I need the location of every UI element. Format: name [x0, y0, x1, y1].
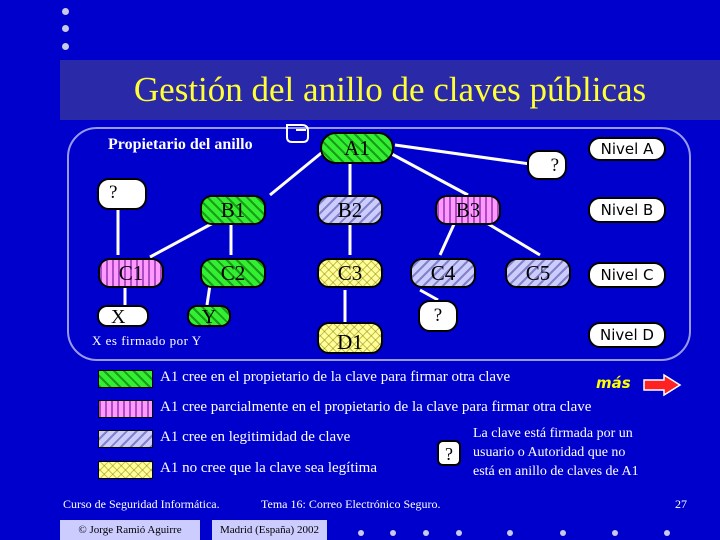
- edge-c4-unknown: [420, 290, 438, 300]
- legend-question-note-1: La clave está firmada por un: [473, 426, 633, 441]
- edge-a1-b3: [388, 152, 468, 195]
- footer-topic: Tema 16: Correo Electrónico Seguro.: [261, 497, 441, 511]
- legend-question-note-2: usuario o Autoridad que no: [473, 445, 626, 460]
- edge-a1-unknown: [395, 145, 537, 165]
- footer-page: 27: [675, 497, 687, 511]
- decor-dot: [612, 530, 618, 536]
- level-d: Nivel D: [588, 322, 666, 348]
- decor-dot: [560, 530, 566, 536]
- legend-swatch-legit: [98, 430, 153, 448]
- edge-b3-c5: [485, 222, 540, 255]
- node-c1[interactable]: C1: [98, 258, 164, 288]
- legend-swatch-trusted: [98, 370, 153, 388]
- legend-swatch-not-legit: [98, 461, 153, 479]
- level-b: Nivel B: [588, 197, 666, 223]
- hand-pointer-icon: [287, 125, 308, 142]
- unknown-signer-d[interactable]: ?: [418, 300, 458, 332]
- edge-b1-c1: [150, 222, 215, 257]
- node-b1[interactable]: B1: [200, 195, 266, 225]
- level-a: Nivel A: [588, 137, 666, 161]
- legend-question-note-3: está en anillo de claves de A1: [473, 464, 639, 479]
- node-b3[interactable]: B3: [435, 195, 501, 225]
- legend-question-symbol: ?: [437, 440, 461, 466]
- node-b2[interactable]: B2: [317, 195, 383, 225]
- owner-question[interactable]: ?: [97, 178, 147, 210]
- xy-note: X es firmado por Y: [92, 333, 202, 348]
- node-a1[interactable]: A1: [320, 132, 394, 164]
- node-c4[interactable]: C4: [410, 258, 476, 288]
- legend-swatch-partial: [98, 400, 153, 418]
- decor-dot: [664, 530, 670, 536]
- legend-text-trusted: A1 cree en el propietario de la clave para firmar otra clave: [160, 369, 511, 385]
- owner-label: Propietario del anillo: [108, 136, 253, 153]
- legend-text-legit: A1 cree en legitimidad de clave: [160, 429, 351, 445]
- level-c: Nivel C: [588, 262, 666, 288]
- edge-b3-c4: [440, 222, 455, 255]
- more-link[interactable]: [592, 372, 684, 398]
- legend-text-partial: A1 cree parcialmente en el propietario de la clave para firmar otra clave: [160, 399, 592, 415]
- decor-dot: [423, 530, 429, 536]
- edge-c2-y: [207, 285, 210, 305]
- node-x[interactable]: X: [97, 305, 149, 327]
- unknown-signer-a[interactable]: ?: [527, 150, 567, 180]
- footer-author: © Jorge Ramió Aguirre: [60, 520, 200, 540]
- decor-dot: [390, 530, 396, 536]
- arrow-right-icon: [642, 373, 682, 397]
- node-d1[interactable]: D1: [317, 322, 383, 354]
- node-y[interactable]: Y: [187, 305, 231, 327]
- page-title: Gestión del anillo de claves públicas: [133, 70, 647, 109]
- decor-dot: [507, 530, 513, 536]
- footer-place: Madrid (España) 2002: [212, 520, 327, 540]
- decor-dot: [358, 530, 364, 536]
- node-c2[interactable]: C2: [200, 258, 266, 288]
- more-label: más: [596, 374, 631, 392]
- legend-text-not-legit: A1 no cree que la clave sea legítima: [160, 460, 377, 476]
- decor-dot: [456, 530, 462, 536]
- node-c3[interactable]: C3: [317, 258, 383, 288]
- node-c5[interactable]: C5: [505, 258, 571, 288]
- edge-a1-b1: [270, 150, 325, 195]
- footer-course: Curso de Seguridad Informática.: [63, 497, 220, 511]
